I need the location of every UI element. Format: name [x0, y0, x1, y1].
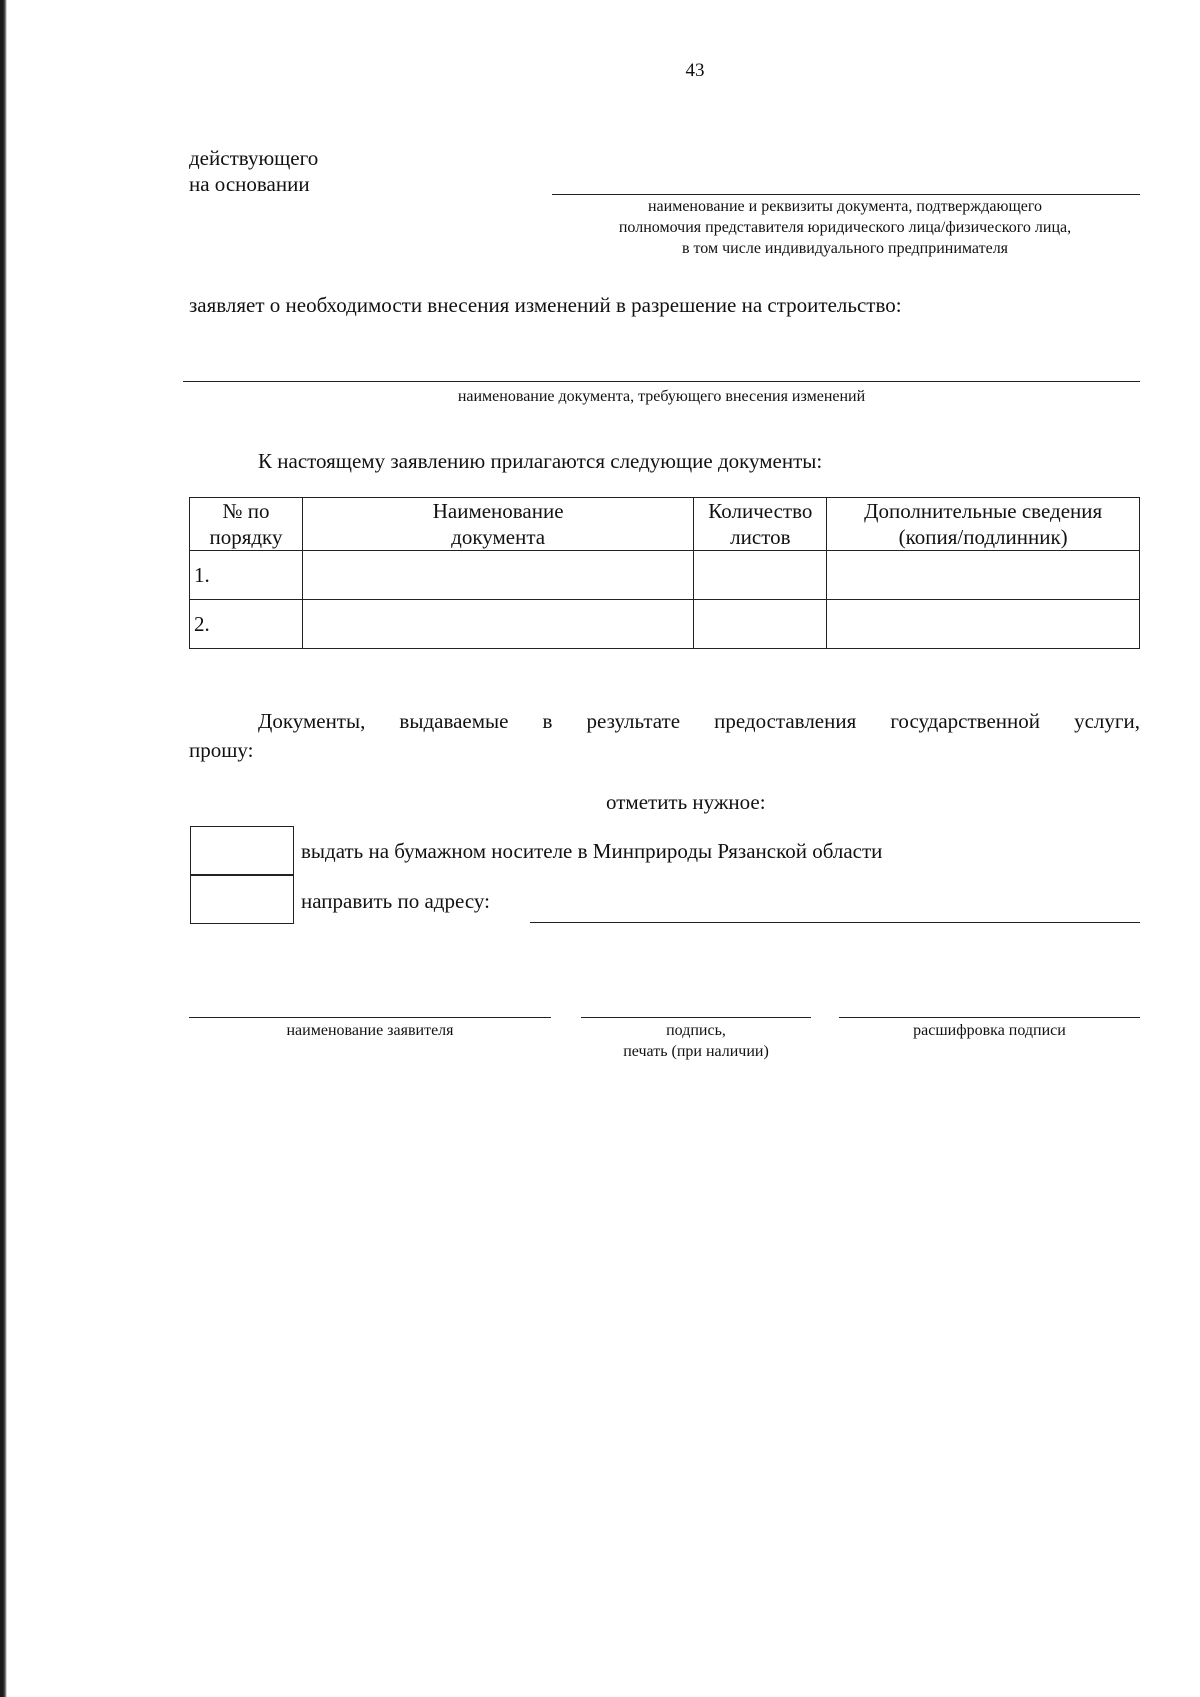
header-additional-info: Дополнительные сведения (копия/подлинник) — [827, 498, 1140, 551]
basis-document-line[interactable] — [552, 194, 1140, 195]
option-address-checkbox[interactable] — [190, 874, 294, 924]
attachments-intro: К настоящему заявлению прилагаются следующие документы: — [258, 449, 823, 473]
issue-text-continuation: прошу: — [189, 738, 254, 762]
address-line[interactable] — [530, 922, 1140, 923]
signature-decode-caption: расшифровка подписи — [913, 1022, 1066, 1039]
option-paper-checkbox[interactable] — [190, 826, 294, 876]
option-paper-label: выдать на бумажном носителе в Минприроды Рязанской области — [301, 839, 883, 863]
caption-line: наименование и реквизиты документа, подтверждающего — [647, 198, 1043, 215]
additional-info-cell[interactable] — [827, 551, 1140, 600]
signature-caption — [581, 1020, 811, 1062]
statement-text: заявляет о необходимости внесения изменений в разрешение на строительство: — [189, 293, 902, 317]
table-row — [190, 551, 1140, 600]
header-number: № по порядку — [190, 498, 303, 551]
page-number: 43 — [685, 60, 705, 81]
signature-caption-line: подпись, — [666, 1022, 726, 1039]
document-name-line[interactable] — [183, 381, 1140, 382]
representative-label-2: на основании — [189, 172, 310, 196]
table-header-row — [190, 498, 1140, 551]
mark-needed-label: отметить нужное: — [606, 790, 766, 814]
signature-caption-line: печать (при наличии) — [623, 1043, 769, 1060]
signature-decode-line[interactable] — [839, 1017, 1140, 1018]
row-number-cell: 2. — [190, 600, 303, 649]
sheet-count-cell[interactable] — [694, 551, 827, 600]
document-name-cell[interactable] — [302, 600, 693, 649]
applicant-name-caption: наименование заявителя — [286, 1022, 454, 1039]
attachments-table — [189, 497, 1140, 649]
signature-line[interactable] — [581, 1017, 811, 1018]
header-document-name: Наименование документа — [302, 498, 693, 551]
document-name-caption: наименование документа, требующего внесения изменений — [457, 388, 866, 405]
sheet-count-cell[interactable] — [694, 600, 827, 649]
header-sheet-count: Количество листов — [694, 498, 827, 551]
issue-text: Документы, выдаваемые в результате предоставления государственной услуги, — [258, 709, 1140, 733]
caption-line: полномочия представителя юридического лица/физического лица, — [618, 219, 1072, 236]
basis-document-caption — [530, 196, 1160, 259]
option-address-label: направить по адресу: — [301, 889, 490, 913]
table-row — [190, 600, 1140, 649]
document-name-cell[interactable] — [302, 551, 693, 600]
representative-label-1: действующего — [189, 146, 319, 170]
caption-line: в том числе индивидуального предпринимателя — [681, 240, 1009, 257]
binder-edge — [0, 0, 7, 1697]
additional-info-cell[interactable] — [827, 600, 1140, 649]
applicant-name-line[interactable] — [189, 1017, 551, 1018]
row-number-cell: 1. — [190, 551, 303, 600]
